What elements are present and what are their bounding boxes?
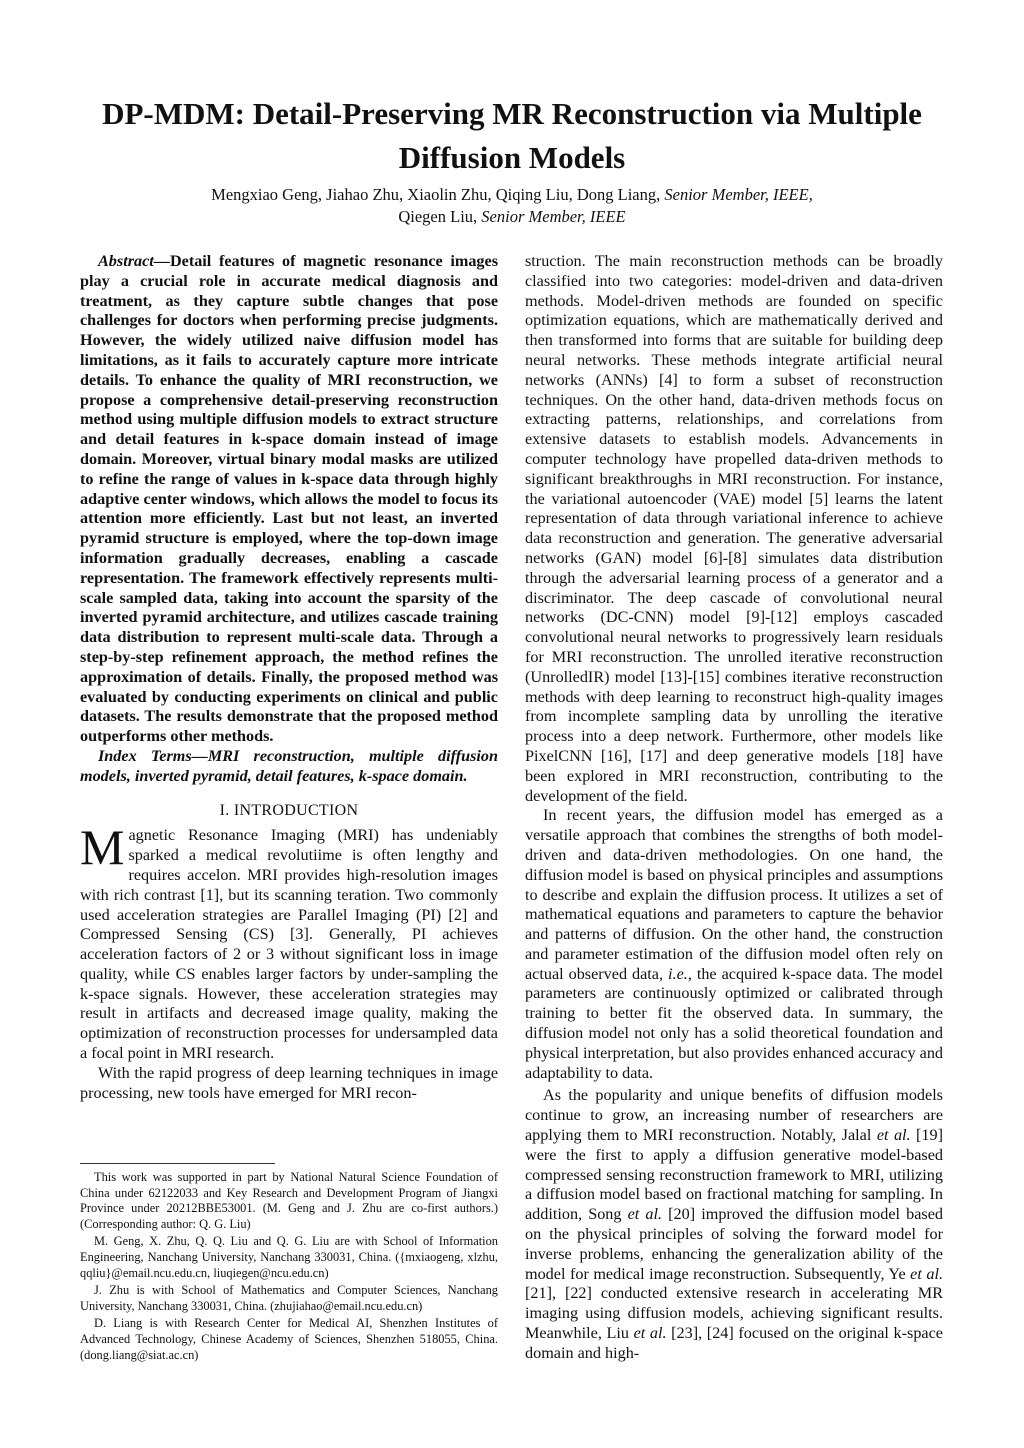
author-list [60, 184, 964, 228]
footnote-affiliation-1: M. Geng, X. Zhu, Q. Q. Liu and Q. G. Liu are with School of Information Engineering, Nanchang University, Nanchang 330031, China. ({mxiaogeng, xlzhu, qqliu}@email.ncu.edu.cn, liuqiegen@ncu.edu.cn) [80, 1234, 498, 1280]
abstract-label: Abstract [98, 252, 154, 270]
body-paragraph-2-part-a: In recent years, the diffusion model has emerged as a versatile approach that combines the strengths of both model-driven and data-driven methodologies. On one hand, the diffusion model is based on physical principles and assumptions to describe and explain the diffusion process. It utilizes a set of mathematical equations and parameters to capture the behavior and patterns of diffusion. On the other hand, the construction and parameter estimation of the diffusion model often rely on actual observed data, [525, 806, 943, 983]
ie-abbrev: i.e. [668, 964, 688, 983]
section-numeral: I. [219, 801, 234, 819]
right-column [525, 252, 943, 1364]
author-names-2: Qiegen Liu, [398, 207, 482, 226]
body-paragraph-3-part-d: [21], [22] conducted extensive research in accelerating MR imaging using diffusion models, achieving significant results. Meanwhile, Liu [525, 1284, 943, 1343]
body-paragraph-1: struction. The main reconstruction methods can be broadly classified into two categories: model-driven and data-driven methods. Model-driven methods are founded on specific optimization equations, which are mathematically derived and then transformed into forms that are suitable for building deep neural networks. These methods integrate artificial neural networks (ANNs) [4] to form a subset of reconstruction techniques. On the other hand, data-driven methods focus on extracting patterns, relationships, and correlations from extensive datasets to establish models. Advancements in computer technology have propelled data-driven methods to significant breakthroughs in MRI reconstruction. For instance, the variational autoencoder (VAE) model [5] learns the latent representation of data through variational inference to achieve data reconstruction and generation. The generative adversarial networks (GAN) model [6]-[8] simulates data distribution through the adversarial learning process of a generator and a discriminator. The deep cascade of convolutional neural networks (DC-CNN) model [9]-[12] employs cascaded convolutional neural networks to progressively learn residuals for MRI reconstruction. The unrolled iterative reconstruction (UnrolledIR) model [13]-[15] combines iterative reconstruction methods with deep learning to reconstruct high-quality images from incomplete sampling data by unrolling the iterative process into a deep network. Furthermore, other models like PixelCNN [16], [17] and deep generative models [18] have been explored in MRI reconstruction, contributing to the development of the field. [525, 252, 943, 805]
abstract [80, 252, 498, 747]
body-paragraph-3-part-a: As the popularity and unique benefits of diffusion models continue to grow, an increasing number of researchers are applying them to MRI reconstruction. Notably, Jalal [525, 1086, 943, 1145]
left-column [80, 252, 498, 1103]
et-al-1: et al. [876, 1126, 911, 1145]
section-title-rest: NTRODUCTION [239, 801, 359, 819]
abstract-text: —Detail features of magnetic resonance images play a crucial role in accurate medical diagnosis and treatment, as they capture subtle changes that pose challenges for doctors when performing precise judgments. However, the widely utilized naive diffusion model has limitations, as it fails to accurately capture more intricate details. To enhance the quality of MRI reconstruction, we propose a comprehensive detail-preserving reconstruction method using multiple diffusion models to extract structure and detail features in k-space domain instead of image domain. Moreover, virtual binary modal masks are utilized to refine the range of values in k-space data through highly adaptive center windows, which allows the model to focus its attention more efficiently. Last but not least, an inverted pyramid structure is employed, where the top-down image information gradually decreases, enabling a cascade representation. The framework effectively represents multi-scale sampled data, taking into account the sparsity of the inverted pyramid architecture, and utilizes cascade training data distribution to represent multi-scale data. Through a step-by-step refinement approach, the method refines the approximation of details. Finally, the proposed method was evaluated by conducting experiments on clinical and public datasets. The results demonstrate that the proposed method outperforms other methods. [80, 252, 498, 746]
intro-paragraph-1 [80, 819, 498, 1064]
body-paragraph-3-part-c: [20] improved the diffusion model based on the physical principles of solving the forward model for inverse problems, enhancing the generalization ability of the model for medical image reconstruction. Subsequently, Ye [525, 1205, 943, 1283]
et-al-3: et al. [910, 1264, 943, 1283]
author-membership-2: Senior Member, IEEE [481, 207, 626, 226]
footnote-affiliation-2: J. Zhu is with School of Mathematics and Computer Sciences, Nanchang University, Nanchang 330031, China. (zhujiahao@email.ncu.edu.cn) [80, 1283, 498, 1313]
section-first-letter: I [233, 801, 240, 819]
footnotes [80, 1170, 498, 1365]
index-terms: Index Terms—MRI reconstruction, multiple diffusion models, inverted pyramid, detail features, k-space domain. [80, 746, 498, 785]
author-names-1: Mengxiao Geng, Jiahao Zhu, Xiaolin Zhu, Qiqing Liu, Dong Liang, [211, 185, 665, 204]
footnote-funding: This work was supported in part by National Natural Science Foundation of China under 62122033 and Key Research and Development Program of Jiangxi Province under 20212BBE53001. (M. Geng and J. Zhu are co-first authors.) (Corresponding author: Q. G. Liu) [80, 1170, 498, 1231]
body-paragraph-3-part-e: [23], [24] focused on the original k-space domain and high- [525, 1324, 943, 1362]
et-al-4: et al. [633, 1324, 667, 1343]
body-paragraph-3-part-b: [19] were the first to apply a diffusion generative model-based compressed sensing reconstruction framework to MRI, utilizing a diffusion model based on fractional matching for sampling. In addition, Song [525, 1126, 944, 1224]
body-paragraph-3 [525, 1086, 943, 1363]
body-paragraph-2-part-b: , the acquired k-space data. The model parameters are continuously optimized or calibrated through training to better fit the observed data. In summary, the diffusion model not only has a solid theoretical foundation and physical interpretation, but also provides enhanced accuracy and adaptability to data. [525, 964, 944, 1082]
intro-paragraph-2: With the rapid progress of deep learning techniques in image processing, new tools have emerged for MRI recon- [80, 1063, 498, 1102]
paper-title: DP-MDM: Detail-Preserving MR Reconstruction via Multiple Diffusion Models [102, 96, 922, 175]
et-al-2: et al. [627, 1205, 663, 1224]
drop-cap: M [80, 819, 125, 876]
author-line-2 [60, 206, 964, 228]
footnote-affiliation-3: D. Liang is with Research Center for Medical AI, Shenzhen Institutes of Advanced Technology, Chinese Academy of Sciences, Shenzhen 518055, China. (dong.liang@siat.ac.cn) [80, 1316, 498, 1362]
section-heading-introduction [80, 801, 498, 821]
author-membership-1: Senior Member, IEEE, [664, 185, 813, 204]
intro-paragraph-1-text: agnetic Resonance Imaging (MRI) has undeniably sparked a medical revolutiime is often lengthy and requires accelon. MRI provides high-resolution images with rich contrast [1], but its scanning teration. Two commonly used acceleration strategies are Parallel Imaging (PI) [2] and Compressed Sensing (CS) [3]. Generally, PI achieves acceleration factors of 2 or 3 without significant loss in image quality, while CS enables larger factors by under-sampling the k-space signals. However, these acceleration strategies may result in artifacts and decreased image quality, making the optimization of reconstruction processes for undersampled data a focal point in MRI research. [80, 826, 498, 1063]
footnote-divider [80, 1163, 275, 1164]
body-paragraph-2 [525, 806, 943, 1083]
author-line-1 [60, 184, 964, 206]
